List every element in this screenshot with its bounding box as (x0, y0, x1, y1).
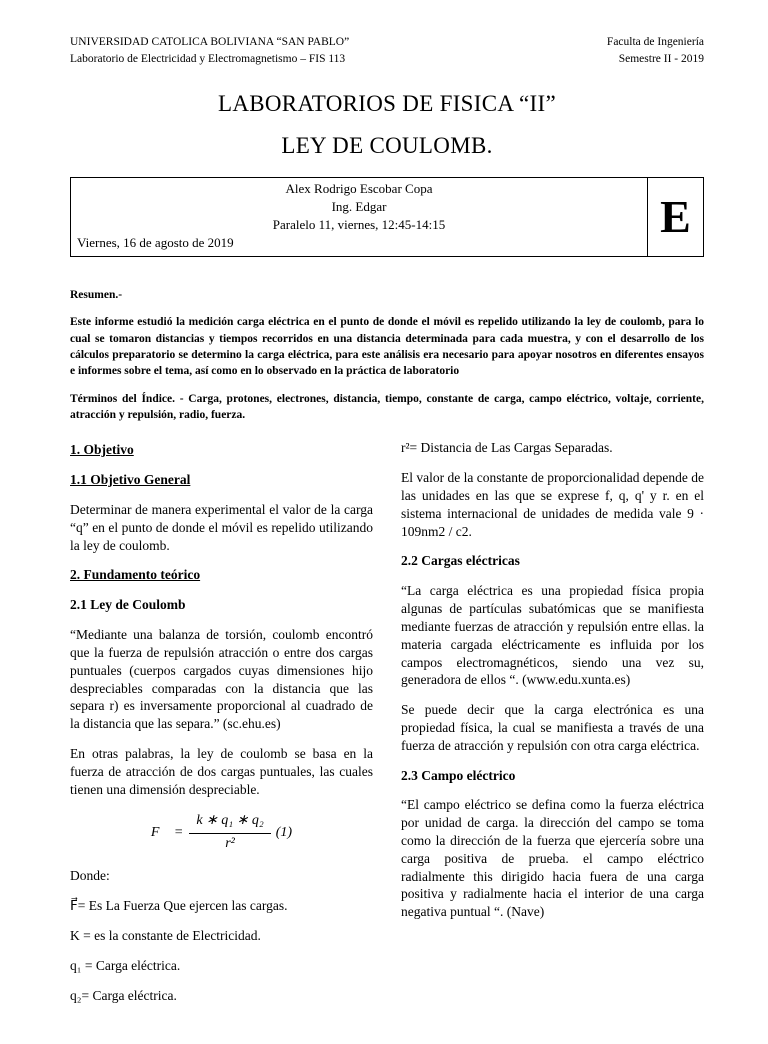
coulomb-formula (70, 812, 373, 853)
two-column-body (70, 439, 704, 1016)
label-donde: Donde: (70, 868, 110, 884)
author-info-main (71, 178, 647, 256)
definition-carga-q1: q₁ = Carga eléctrica. (70, 957, 181, 973)
document-title-line2: LEY DE COULOMB. (281, 133, 493, 159)
index-terms: Términos del Índice. - Carga, protones, electrones, distancia, tiempo, constante de carga, campo eléctrico, voltaje, corriente, atracción y repulsión, radio, fuerza. (70, 392, 704, 422)
heading-campo-electrico: 2.3 Campo eléctrico (401, 767, 516, 783)
abstract-section (70, 287, 704, 423)
header-left-block (70, 34, 349, 67)
heading-fundamento-teorico: 2. Fundamento teórico (70, 567, 201, 583)
heading-objetivo-general: 1.1 Objetivo General (70, 472, 191, 488)
heading-cargas-electricas: 2.2 Cargas eléctricas (401, 553, 520, 569)
definition-distancia-r2: r²= Distancia de Las Cargas Separadas. (401, 440, 613, 456)
paragraph-objetivo: Determinar de manera experimental el valor de la carga “q” en el punto de donde el móvil es repelido utilizando la ley de coulomb. (70, 502, 373, 553)
course-name: Laboratorio de Electricidad y Electromagnetismo – FIS 113 (70, 52, 346, 65)
university-name: UNIVERSIDAD CATOLICA BOLIVIANA “SAN PABLO” (70, 36, 350, 48)
semester-label: Semestre II - 2019 (618, 52, 704, 65)
instructor-name: Ing. Edgar (331, 199, 387, 215)
schedule-line: Paralelo 11, viernes, 12:45-14:15 (272, 217, 446, 233)
paragraph-cargas-1: “La carga eléctrica es una propiedad física propia algunas de partículas subatómicas que se manifiesta mediante fuerzas de atracción y repulsión entre ellas. la materia cargada eléctricamente es influida por los campos electromagnéticos, siendo una vez su, generadora de ellos “. (www.edu.xunta.es) (401, 583, 704, 688)
formula-lhs: F⃗ = (150, 824, 184, 840)
formula-equation-number: (1) (275, 824, 293, 840)
paragraph-campo-electrico: “El campo eléctrico se defina como la fuerza eléctrica por unidad de carga. la dirección del campo se toma como la dirección de la fuerza que ejercería sobre una carga positiva de prueba. el campo eléctrico radialmente this dirigido hacia fuera de una carga positiva y radialmente hacia el interior de una carga negativa puntual “. (Nave) (401, 797, 704, 920)
header-right-block (607, 34, 704, 67)
left-column (70, 439, 373, 1016)
document-title-line1: LABORATORIOS DE FISICA “II” (218, 91, 556, 117)
heading-objetivo: 1. Objetivo (70, 442, 134, 458)
faculty-name: Faculta de Ingeniería (606, 36, 704, 48)
report-date: Viernes, 16 de agosto de 2019 (77, 235, 234, 251)
right-column (401, 439, 704, 1016)
definition-constante: K = es la constante de Electricidad. (70, 927, 261, 943)
definition-fuerza: F⃗= Es La Fuerza Que ejercen las cargas. (70, 898, 288, 914)
paragraph-ley-coulomb-1: “Mediante una balanza de torsión, coulomb encontró que la fuerza de repulsión atracción o entre dos cargas puntuales (cuerpos cargados cuyas dimensiones hijo despreciables comparadas con la distancia que las separa r) es inversamente proporcional al cuadrado de la distancia que las separa.” (sc.ehu.es) (70, 627, 373, 732)
paragraph-constante-proporcionalidad: El valor de la constante de proporcionalidad depende de las unidades en las que se exprese f, q, q' y r. en el sistema internacional de unidades de medida vale 9 · 109nm2 / c2. (401, 470, 704, 539)
author-info-box (70, 177, 704, 257)
paragraph-cargas-2: Se puede decir que la carga electrónica es una propiedad física, la cual se manifiesta a través de una fuerza de atracción y repulsión con otra carga eléctrica. (401, 702, 704, 753)
formula-denominator: r² (225, 835, 235, 851)
author-name: Alex Rodrigo Escobar Copa (285, 181, 433, 197)
abstract-body: Este informe estudió la medición carga eléctrica en el punto de donde el móvil es repelido utilizando la ley de coulomb, para lo cual se tomaron distancias y tiempos recorridos en una distancia determinada para cada muestra, y con el desarrollo de los cálculos preparatorio se determino la carga eléctrica, para este análisis era necesario para apoyar nosotros en diferentes ensayos e informes sobre el tema, así como en lo observado en la práctica de laboratorio (70, 316, 704, 378)
definition-carga-q2: q₂= Carga eléctrica. (70, 987, 177, 1003)
formula-numerator: k ∗ q₁ ∗ q₂ (189, 812, 270, 833)
group-letter: E (647, 178, 703, 256)
heading-ley-de-coulomb: 2.1 Ley de Coulomb (70, 597, 186, 613)
formula-fraction (189, 812, 270, 853)
document-header (70, 34, 704, 67)
paragraph-ley-coulomb-2: En otras palabras, la ley de coulomb se basa en la fuerza de atracción de dos cargas puntuales, las cuales tienen una dimensión despreciable. (70, 745, 373, 797)
abstract-label: Resumen.- (70, 289, 123, 302)
